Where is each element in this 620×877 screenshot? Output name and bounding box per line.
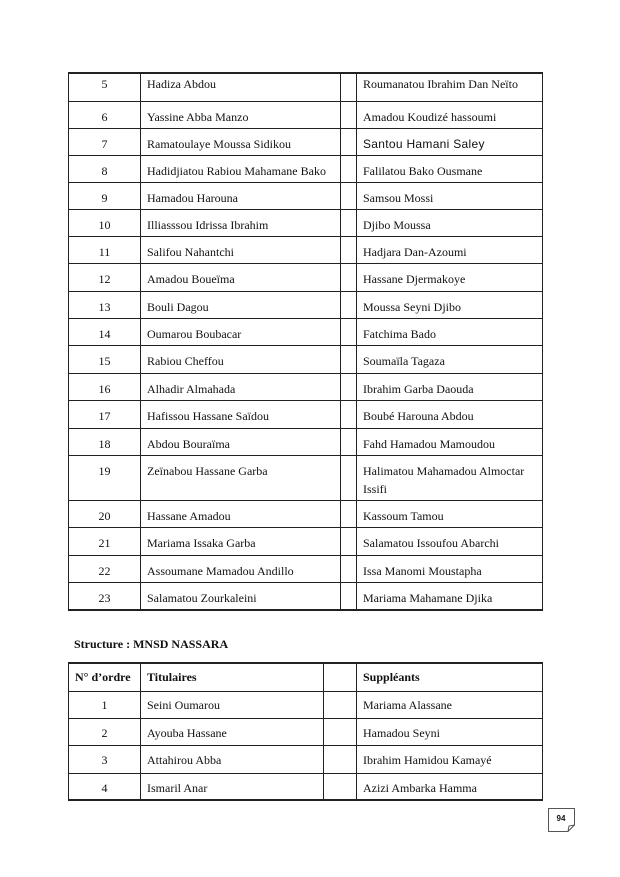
row-number: 12 bbox=[69, 263, 141, 291]
spacer-cell bbox=[341, 555, 357, 582]
titulaire-cell: Hassane Amadou bbox=[141, 500, 341, 527]
spacer-cell bbox=[341, 128, 357, 155]
spacer-cell bbox=[341, 236, 357, 263]
row-number: 10 bbox=[69, 209, 141, 236]
spacer-cell bbox=[341, 73, 357, 101]
row-number: 21 bbox=[69, 527, 141, 555]
row-number: 8 bbox=[69, 155, 141, 182]
titulaire-cell: Illiasssou Idrissa Ibrahim bbox=[141, 209, 341, 236]
table-row bbox=[69, 155, 543, 182]
table-row bbox=[69, 582, 543, 610]
spacer-cell bbox=[341, 500, 357, 527]
table-row bbox=[69, 373, 543, 400]
spacer-cell bbox=[324, 691, 357, 718]
table-row bbox=[69, 182, 543, 209]
spacer-cell bbox=[341, 373, 357, 400]
titulaire-cell: Rabiou Cheffou bbox=[141, 345, 341, 373]
row-number: 15 bbox=[69, 345, 141, 373]
spacer-cell bbox=[341, 428, 357, 455]
row-number: 16 bbox=[69, 373, 141, 400]
spacer-cell bbox=[341, 101, 357, 128]
suppleant-cell: Salamatou Issoufou Abarchi bbox=[357, 527, 543, 555]
titulaire-cell: Hadidjiatou Rabiou Mahamane Bako bbox=[141, 155, 341, 182]
titulaire-cell: Ramatoulaye Moussa Sidikou bbox=[141, 128, 341, 155]
header-titulaires: Titulaires bbox=[141, 663, 324, 691]
candidates-table-continued bbox=[68, 72, 543, 611]
suppleant-cell: Kassoum Tamou bbox=[357, 500, 543, 527]
row-number: 14 bbox=[69, 318, 141, 345]
row-number: 20 bbox=[69, 500, 141, 527]
suppleant-cell: Mariama Mahamane Djika bbox=[357, 582, 543, 610]
suppleant-cell: Halimatou Mahamadou Almoctar Issifi bbox=[357, 455, 543, 500]
suppleant-cell: Falilatou Bako Ousmane bbox=[357, 155, 543, 182]
row-number: 7 bbox=[69, 128, 141, 155]
suppleant-cell: Hassane Djermakoye bbox=[357, 263, 543, 291]
titulaire-cell: Assoumane Mamadou Andillo bbox=[141, 555, 341, 582]
row-number: 11 bbox=[69, 236, 141, 263]
titulaire-cell: Hamadou Harouna bbox=[141, 182, 341, 209]
suppleant-cell: Soumaïla Tagaza bbox=[357, 345, 543, 373]
suppleant-cell: Hamadou Seyni bbox=[357, 718, 543, 745]
titulaire-cell: Ayouba Hassane bbox=[141, 718, 324, 745]
row-number: 23 bbox=[69, 582, 141, 610]
table-row bbox=[69, 345, 543, 373]
row-number: 4 bbox=[69, 773, 141, 800]
row-number: 3 bbox=[69, 745, 141, 773]
titulaire-cell: Amadou Boueïma bbox=[141, 263, 341, 291]
table-row bbox=[69, 500, 543, 527]
table-row bbox=[69, 455, 543, 500]
row-number: 5 bbox=[69, 73, 141, 101]
row-number: 22 bbox=[69, 555, 141, 582]
row-number: 6 bbox=[69, 101, 141, 128]
table-row bbox=[69, 101, 543, 128]
table-row bbox=[69, 291, 543, 318]
table1-body bbox=[69, 73, 543, 610]
spacer-cell bbox=[324, 745, 357, 773]
spacer-cell bbox=[341, 400, 357, 428]
row-number: 19 bbox=[69, 455, 141, 500]
header-suppleants: Suppléants bbox=[357, 663, 543, 691]
spacer-cell bbox=[341, 527, 357, 555]
suppleant-cell: Amadou Koudizé hassoumi bbox=[357, 101, 543, 128]
mnsd-nassara-table bbox=[68, 662, 543, 801]
suppleant-cell: Djibo Moussa bbox=[357, 209, 543, 236]
spacer-cell bbox=[341, 291, 357, 318]
titulaire-cell: Oumarou Boubacar bbox=[141, 318, 341, 345]
table-row bbox=[69, 527, 543, 555]
row-number: 17 bbox=[69, 400, 141, 428]
titulaire-cell: Bouli Dagou bbox=[141, 291, 341, 318]
suppleant-cell: Hadjara Dan-Azoumi bbox=[357, 236, 543, 263]
row-number: 13 bbox=[69, 291, 141, 318]
titulaire-cell: Seini Oumarou bbox=[141, 691, 324, 718]
table-row bbox=[69, 745, 543, 773]
header-ordre: N° d’ordre bbox=[69, 663, 141, 691]
spacer-cell bbox=[341, 155, 357, 182]
suppleant-cell: Ibrahim Hamidou Kamayé bbox=[357, 745, 543, 773]
table-row bbox=[69, 691, 543, 718]
titulaire-cell: Salifou Nahantchi bbox=[141, 236, 341, 263]
row-number: 18 bbox=[69, 428, 141, 455]
titulaire-cell: Ismaril Anar bbox=[141, 773, 324, 800]
suppleant-cell: Moussa Seyni Djibo bbox=[357, 291, 543, 318]
page-number-box bbox=[548, 808, 578, 832]
page-number: 94 bbox=[556, 814, 566, 823]
structure-heading: Structure : MNSD NASSARA bbox=[74, 637, 229, 651]
titulaire-cell: Zeïnabou Hassane Garba bbox=[141, 455, 341, 500]
suppleant-cell: Boubé Harouna Abdou bbox=[357, 400, 543, 428]
suppleant-cell: Fatchima Bado bbox=[357, 318, 543, 345]
spacer-cell bbox=[324, 773, 357, 800]
table-row bbox=[69, 400, 543, 428]
spacer-cell bbox=[341, 345, 357, 373]
spacer-cell bbox=[341, 182, 357, 209]
titulaire-cell: Salamatou Zourkaleini bbox=[141, 582, 341, 610]
titulaire-cell: Abdou Bouraïma bbox=[141, 428, 341, 455]
titulaire-cell: Alhadir Almahada bbox=[141, 373, 341, 400]
table-row bbox=[69, 318, 543, 345]
spacer-cell bbox=[341, 318, 357, 345]
table-row bbox=[69, 555, 543, 582]
row-number: 9 bbox=[69, 182, 141, 209]
suppleant-cell: Samsou Mossi bbox=[357, 182, 543, 209]
table-row bbox=[69, 263, 543, 291]
titulaire-cell: Yassine Abba Manzo bbox=[141, 101, 341, 128]
suppleant-cell: Issa Manomi Moustapha bbox=[357, 555, 543, 582]
titulaire-cell: Hadiza Abdou bbox=[141, 73, 341, 101]
spacer-cell bbox=[324, 718, 357, 745]
table-row bbox=[69, 773, 543, 800]
spacer-cell bbox=[341, 455, 357, 500]
suppleant-cell: Santou Hamani Saley bbox=[357, 128, 543, 155]
suppleant-cell: Fahd Hamadou Mamoudou bbox=[357, 428, 543, 455]
spacer-cell bbox=[341, 263, 357, 291]
row-number: 1 bbox=[69, 691, 141, 718]
titulaire-cell: Mariama Issaka Garba bbox=[141, 527, 341, 555]
table-row bbox=[69, 428, 543, 455]
table-row bbox=[69, 718, 543, 745]
titulaire-cell: Hafissou Hassane Saïdou bbox=[141, 400, 341, 428]
suppleant-cell: Roumanatou Ibrahim Dan Neïto bbox=[357, 73, 543, 101]
table2-body bbox=[69, 691, 543, 800]
suppleant-cell: Azizi Ambarka Hamma bbox=[357, 773, 543, 800]
row-number: 2 bbox=[69, 718, 141, 745]
table-row bbox=[69, 73, 543, 101]
table-row bbox=[69, 209, 543, 236]
table-row bbox=[69, 236, 543, 263]
spacer-cell bbox=[341, 582, 357, 610]
table-row bbox=[69, 128, 543, 155]
suppleant-cell: Ibrahim Garba Daouda bbox=[357, 373, 543, 400]
suppleant-cell: Mariama Alassane bbox=[357, 691, 543, 718]
titulaire-cell: Attahirou Abba bbox=[141, 745, 324, 773]
spacer-cell bbox=[341, 209, 357, 236]
